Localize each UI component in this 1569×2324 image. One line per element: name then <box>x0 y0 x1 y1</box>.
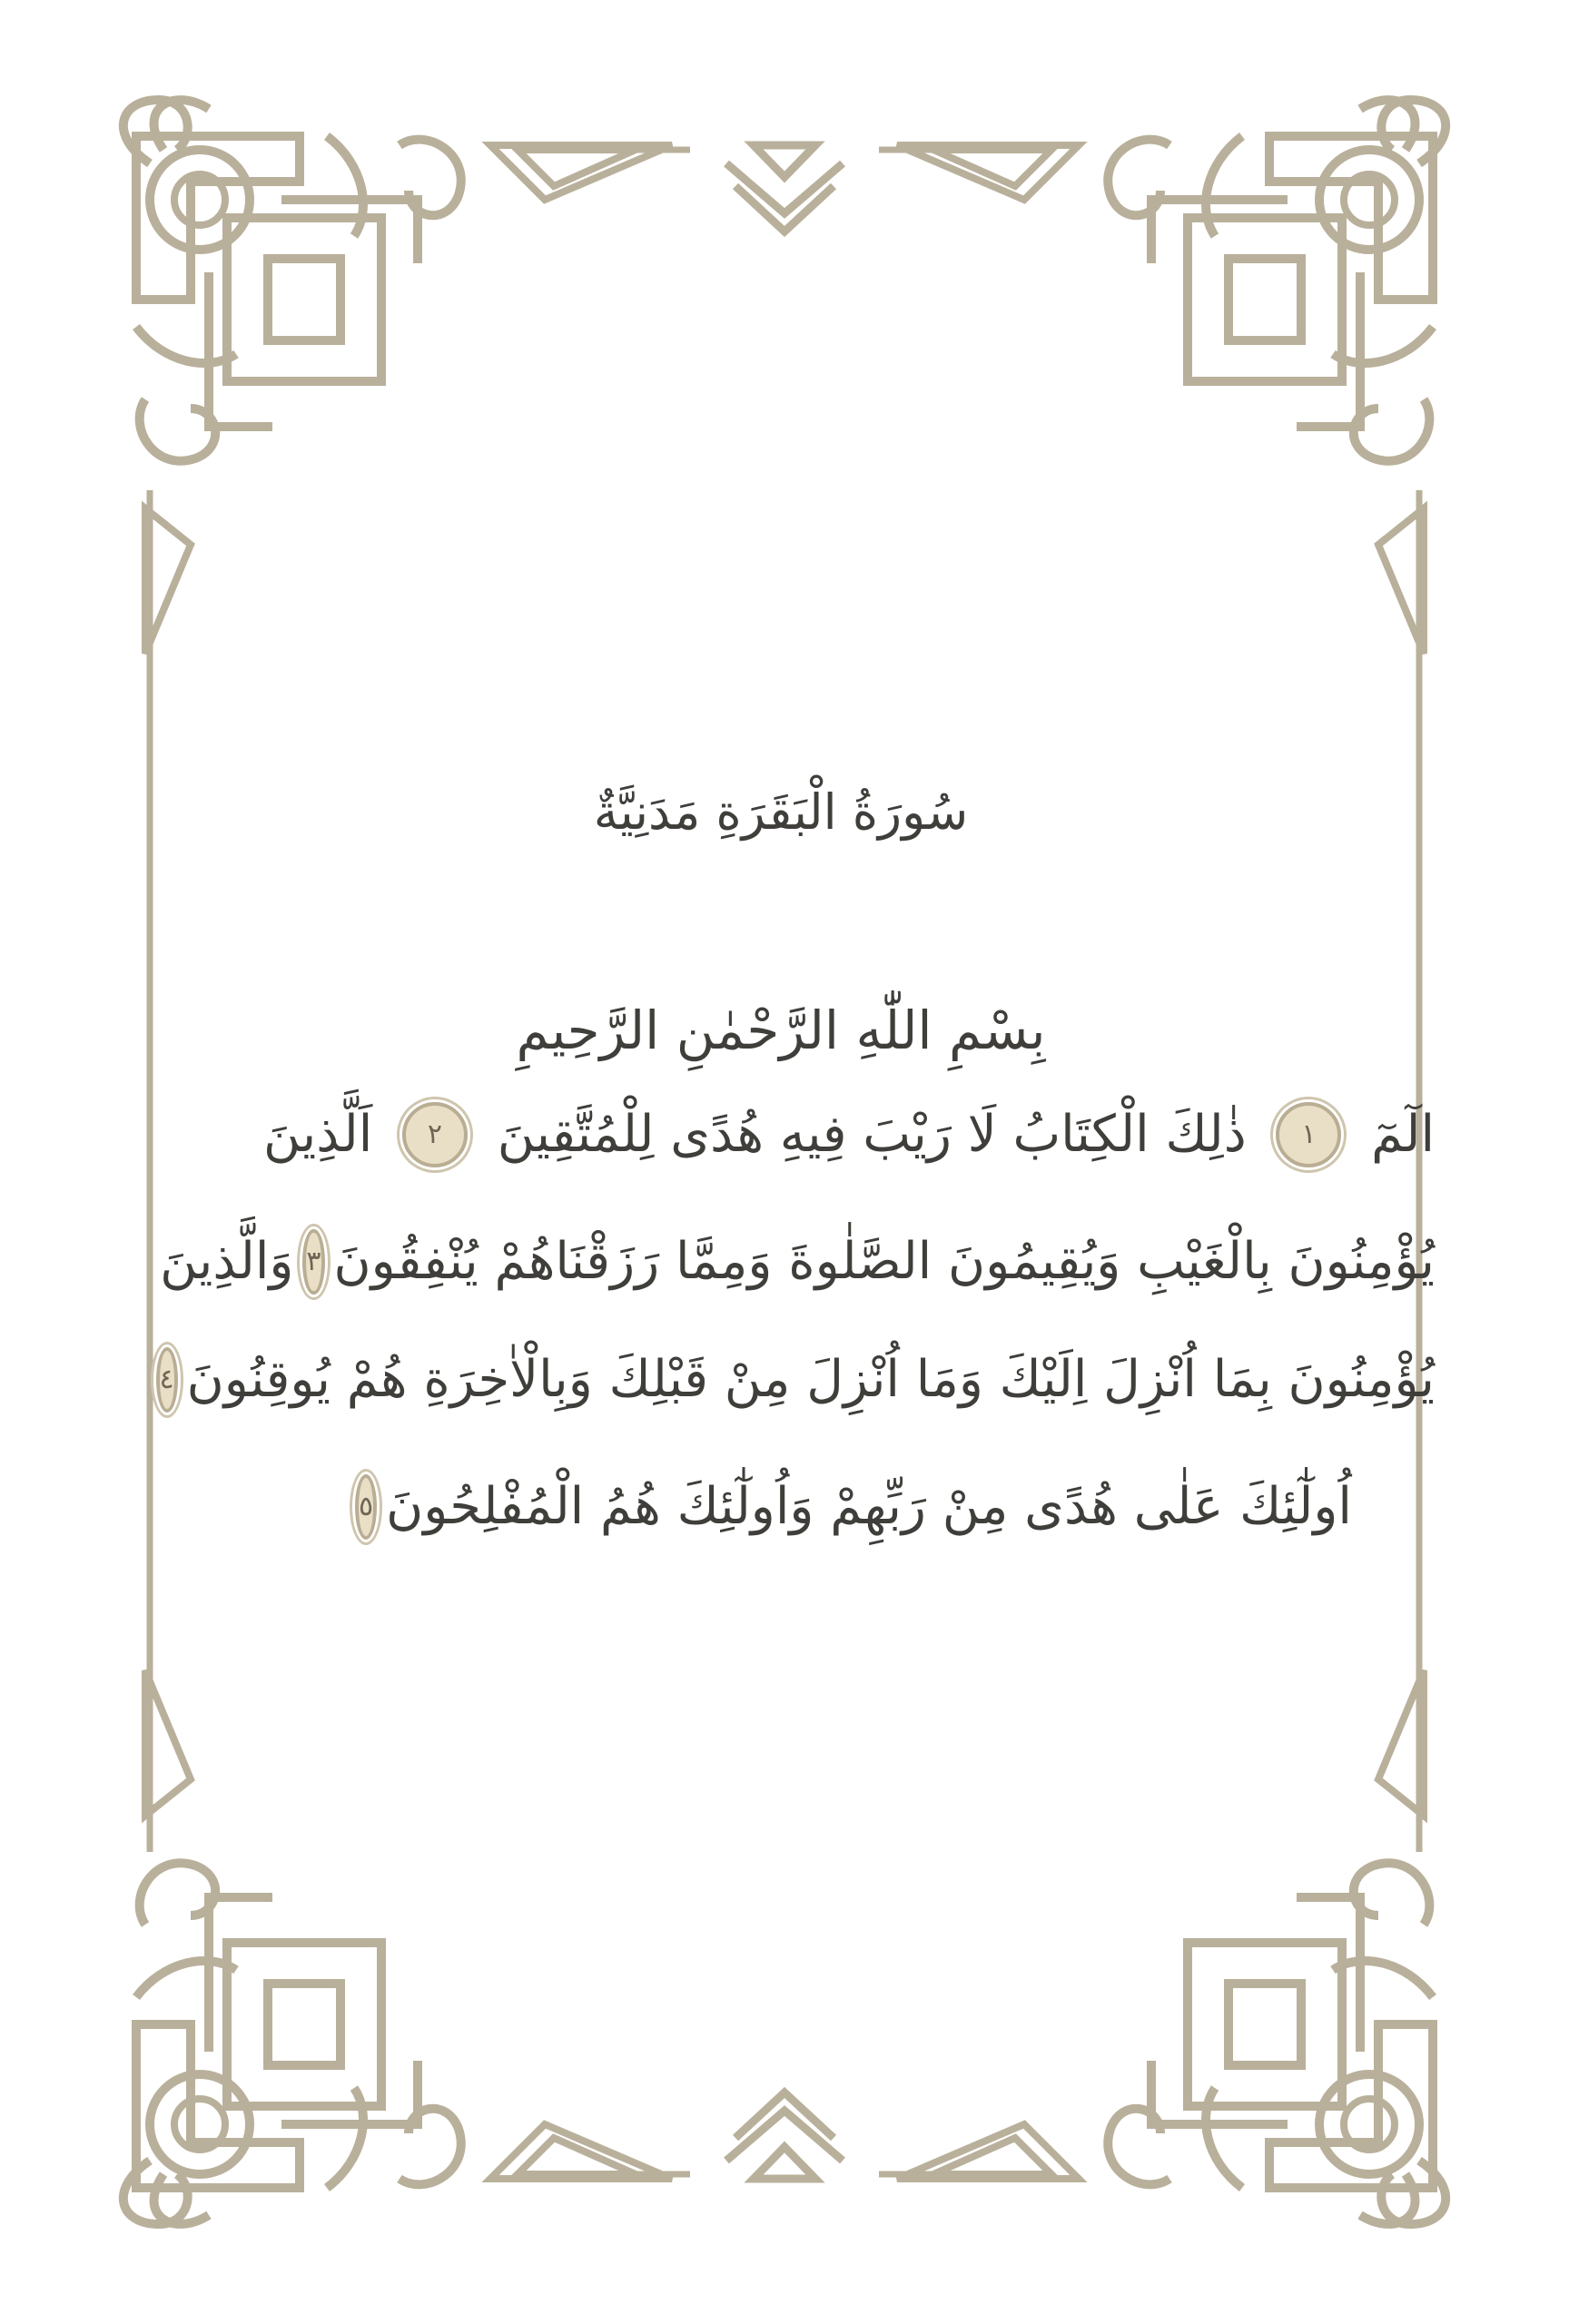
verse-text: الٓمٓ <box>1371 1105 1435 1164</box>
ayah-number-marker: ٢ <box>402 1102 468 1167</box>
corner-ornament-bottom-left <box>123 1670 672 2224</box>
verse-line-2 <box>160 1207 1435 1316</box>
verse-text: اُولٰٓئِكَ عَلٰى هُدًى مِنْ رَبِّهِمْ وَاُولٰٓئِكَ هُمُ الْمُفْلِحُونَ <box>386 1477 1352 1536</box>
surah-title: سُورَةُ الْبَقَرَةِ مَدَنِيَّةٌ <box>593 783 969 841</box>
top-chevron-ornament <box>726 145 843 231</box>
verse-line-3 <box>159 1325 1435 1434</box>
corner-ornament-bottom-right <box>897 1670 1446 2224</box>
verse-text: يُؤْمِنُونَ بِمَا اُنْزِلَ اِلَيْكَ وَمَا اُنْزِلَ مِنْ قَبْلِكَ وَبِالْاٰخِرَةِ هُمْ يُوقِنُونَ <box>186 1350 1435 1409</box>
verse-text: اَلَّذِينَ <box>263 1105 373 1164</box>
verse-line-4 <box>359 1452 1352 1561</box>
ayah-number-marker: ٤ <box>156 1347 178 1413</box>
verse-text: ذٰلِكَ الْكِتَابُ لَا رَيْبَ فِيهِ هُدًى لِلْمُتَّقِينَ <box>497 1105 1247 1164</box>
verse-text: وَالَّذِينَ <box>160 1232 294 1291</box>
ayah-number-marker: ٣ <box>302 1229 324 1295</box>
verse-line-1 <box>263 1080 1435 1189</box>
corner-ornament-top-left <box>123 100 672 654</box>
ayah-number-marker: ٥ <box>355 1474 377 1540</box>
ayah-number-marker: ١ <box>1276 1102 1341 1167</box>
bottom-chevron-ornament <box>726 2093 843 2179</box>
corner-ornament-top-right <box>897 100 1446 654</box>
verse-text: يُؤْمِنُونَ بِالْغَيْبِ وَيُقِيمُونَ الصَّلٰوةَ وَمِمَّا رَزَقْنَاهُمْ يُنْفِقُونَ <box>333 1232 1435 1291</box>
basmala: بِسْمِ اللّٰهِ الرَّحْمٰنِ الرَّحِيمِ <box>516 1000 1046 1061</box>
